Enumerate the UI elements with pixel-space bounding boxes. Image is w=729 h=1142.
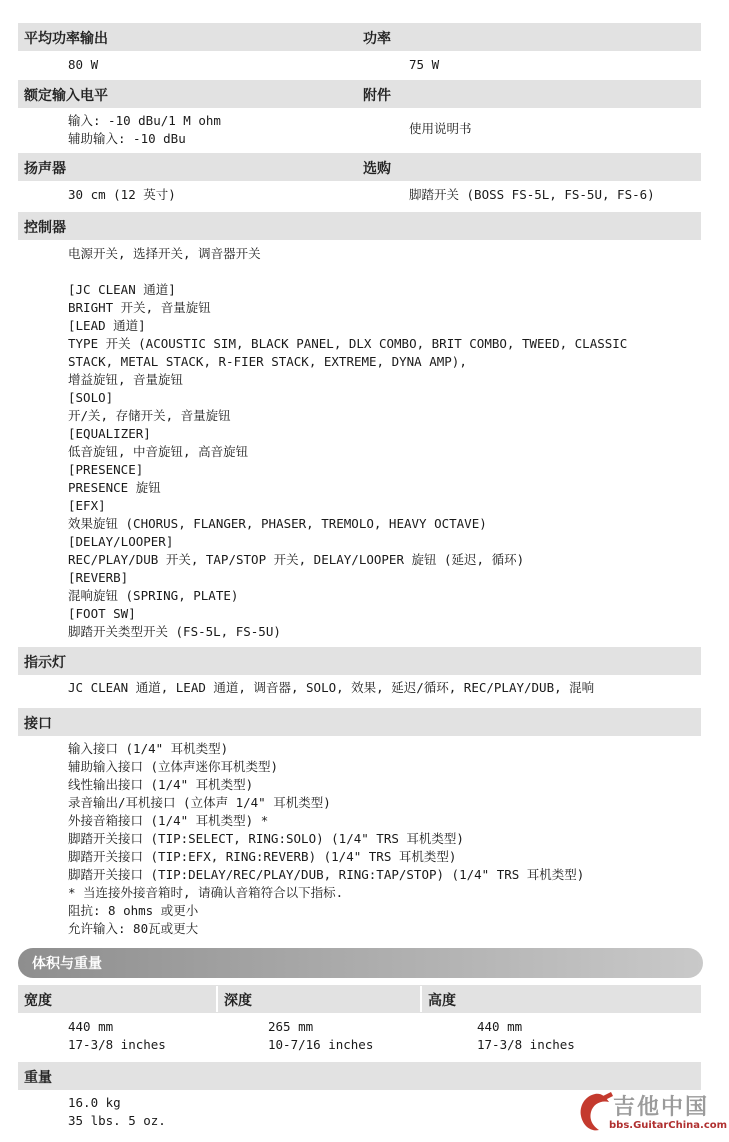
header-input-level [18,80,701,108]
jacks-line: 脚踏开关接口 (TIP:EFX, RING:REVERB) (1/4" TRS 耳机类型) [68,849,457,864]
controls-line: [LEAD 通道] [68,318,146,333]
value-depth-line: 10-7/16 inches [268,1037,374,1052]
value-width-line: 440 mm [68,1019,114,1034]
controls-line: 电源开关, 选择开关, 调音器开关 [68,246,261,261]
jacks-line: 输入接口 (1/4" 耳机类型) [68,741,229,756]
jacks-line: 脚踏开关接口 (TIP:SELECT, RING:SOLO) (1/4" TRS 耳机类型) [68,831,464,846]
label-options: 选购 [363,161,391,177]
controls-line: 低音旋钮, 中音旋钮, 高音旋钮 [68,444,249,459]
header-jacks [18,708,701,736]
value-power: 75 W [409,57,440,72]
controls-line: [PRESENCE] [68,462,144,477]
label-controls: 控制器 [24,220,66,236]
label-accessories: 附件 [363,88,391,104]
label-power-output: 平均功率输出 [24,31,108,47]
controls-line: REC/PLAY/DUB 开关, TAP/STOP 开关, DELAY/LOOPER 旋钮 (延迟, 循环) [68,552,525,567]
label-jacks: 接口 [24,716,52,732]
header-controls [18,212,701,240]
controls-line: [EFX] [68,498,106,513]
controls-line: 开/关, 存储开关, 音量旋钮 [68,408,231,423]
label-width: 宽度 [24,993,52,1009]
value-width-line: 17-3/8 inches [68,1037,166,1052]
jacks-line: 阻抗: 8 ohms 或更小 [68,903,199,918]
header-speaker [18,153,701,181]
divider [420,986,422,1012]
value-speaker: 30 cm (12 英寸) [68,187,176,202]
header-power-output [18,23,701,51]
controls-line: BRIGHT 开关, 音量旋钮 [68,300,211,315]
dimensions-weight-title: 体积与重量 [32,956,102,972]
value-weight-line: 16.0 kg [68,1095,121,1110]
controls-line: 脚踏开关类型开关 (FS-5L, FS-5U) [68,624,281,639]
controls-line: TYPE 开关 (ACOUSTIC SIM, BLACK PANEL, DLX COMBO, BRIT COMBO, TWEED, CLASSIC [68,336,628,351]
label-input-level: 额定输入电平 [24,88,108,104]
controls-line: 效果旋钮 (CHORUS, FLANGER, PHASER, TREMOLO, HEAVY OCTAVE) [68,516,487,531]
header-dimensions [18,985,701,1013]
label-speaker: 扬声器 [24,161,66,177]
value-input-level-line: 输入: -10 dBu/1 M ohm [68,113,221,128]
value-accessories: 使用说明书 [409,121,472,136]
watermark-logo [575,1090,728,1138]
dimensions-weight-banner [18,948,703,978]
value-weight-line: 35 lbs. 5 oz. [68,1113,166,1128]
value-height-line: 17-3/8 inches [477,1037,575,1052]
value-height-line: 440 mm [477,1019,523,1034]
controls-line: STACK, METAL STACK, R-FIER STACK, EXTREME, DYNA AMP), [68,354,467,369]
controls-line: 混响旋钮 (SPRING, PLATE) [68,588,239,603]
controls-line: [DELAY/LOOPER] [68,534,174,549]
controls-line: [REVERB] [68,570,129,585]
header-indicators [18,647,701,675]
controls-line: PRESENCE 旋钮 [68,480,161,495]
value-input-level-line: 辅助输入: -10 dBu [68,131,186,146]
value-indicators: JC CLEAN 通道, LEAD 通道, 调音器, SOLO, 效果, 延迟/循环, REC/PLAY/DUB, 混响 [68,680,595,695]
watermark-url: bbs.GuitarChina.com [609,1120,728,1131]
controls-line: [SOLO] [68,390,114,405]
jacks-line: 辅助输入接口 (立体声迷你耳机类型) [68,759,279,774]
label-weight: 重量 [24,1070,52,1086]
label-power: 功率 [363,31,391,47]
label-depth: 深度 [224,993,252,1009]
jacks-line: 录音输出/耳机接口 (立体声 1/4" 耳机类型) [68,795,331,810]
value-depth-line: 265 mm [268,1019,314,1034]
watermark-name: 吉他中国 [613,1095,710,1120]
jacks-line: 线性输出接口 (1/4" 耳机类型) [68,777,254,792]
label-height: 高度 [428,993,456,1009]
jacks-line: 脚踏开关接口 (TIP:DELAY/REC/PLAY/DUB, RING:TAP/STOP) (1/4" TRS 耳机类型) [68,867,585,882]
header-weight [18,1062,701,1090]
controls-line: [FOOT SW] [68,606,136,621]
controls-line: [EQUALIZER] [68,426,151,441]
value-power-output: 80 W [68,57,99,72]
label-indicators: 指示灯 [24,655,66,671]
jacks-line: 外接音箱接口 (1/4" 耳机类型) * [68,813,269,828]
divider [216,986,218,1012]
jacks-line: 允许输入: 80瓦或更大 [68,921,199,936]
controls-line: [JC CLEAN 通道] [68,282,176,297]
controls-line: 增益旋钮, 音量旋钮 [68,372,184,387]
value-options: 脚踏开关 (BOSS FS-5L, FS-5U, FS-6) [409,187,655,202]
jacks-line: * 当连接外接音箱时, 请确认音箱符合以下指标. [68,885,344,900]
